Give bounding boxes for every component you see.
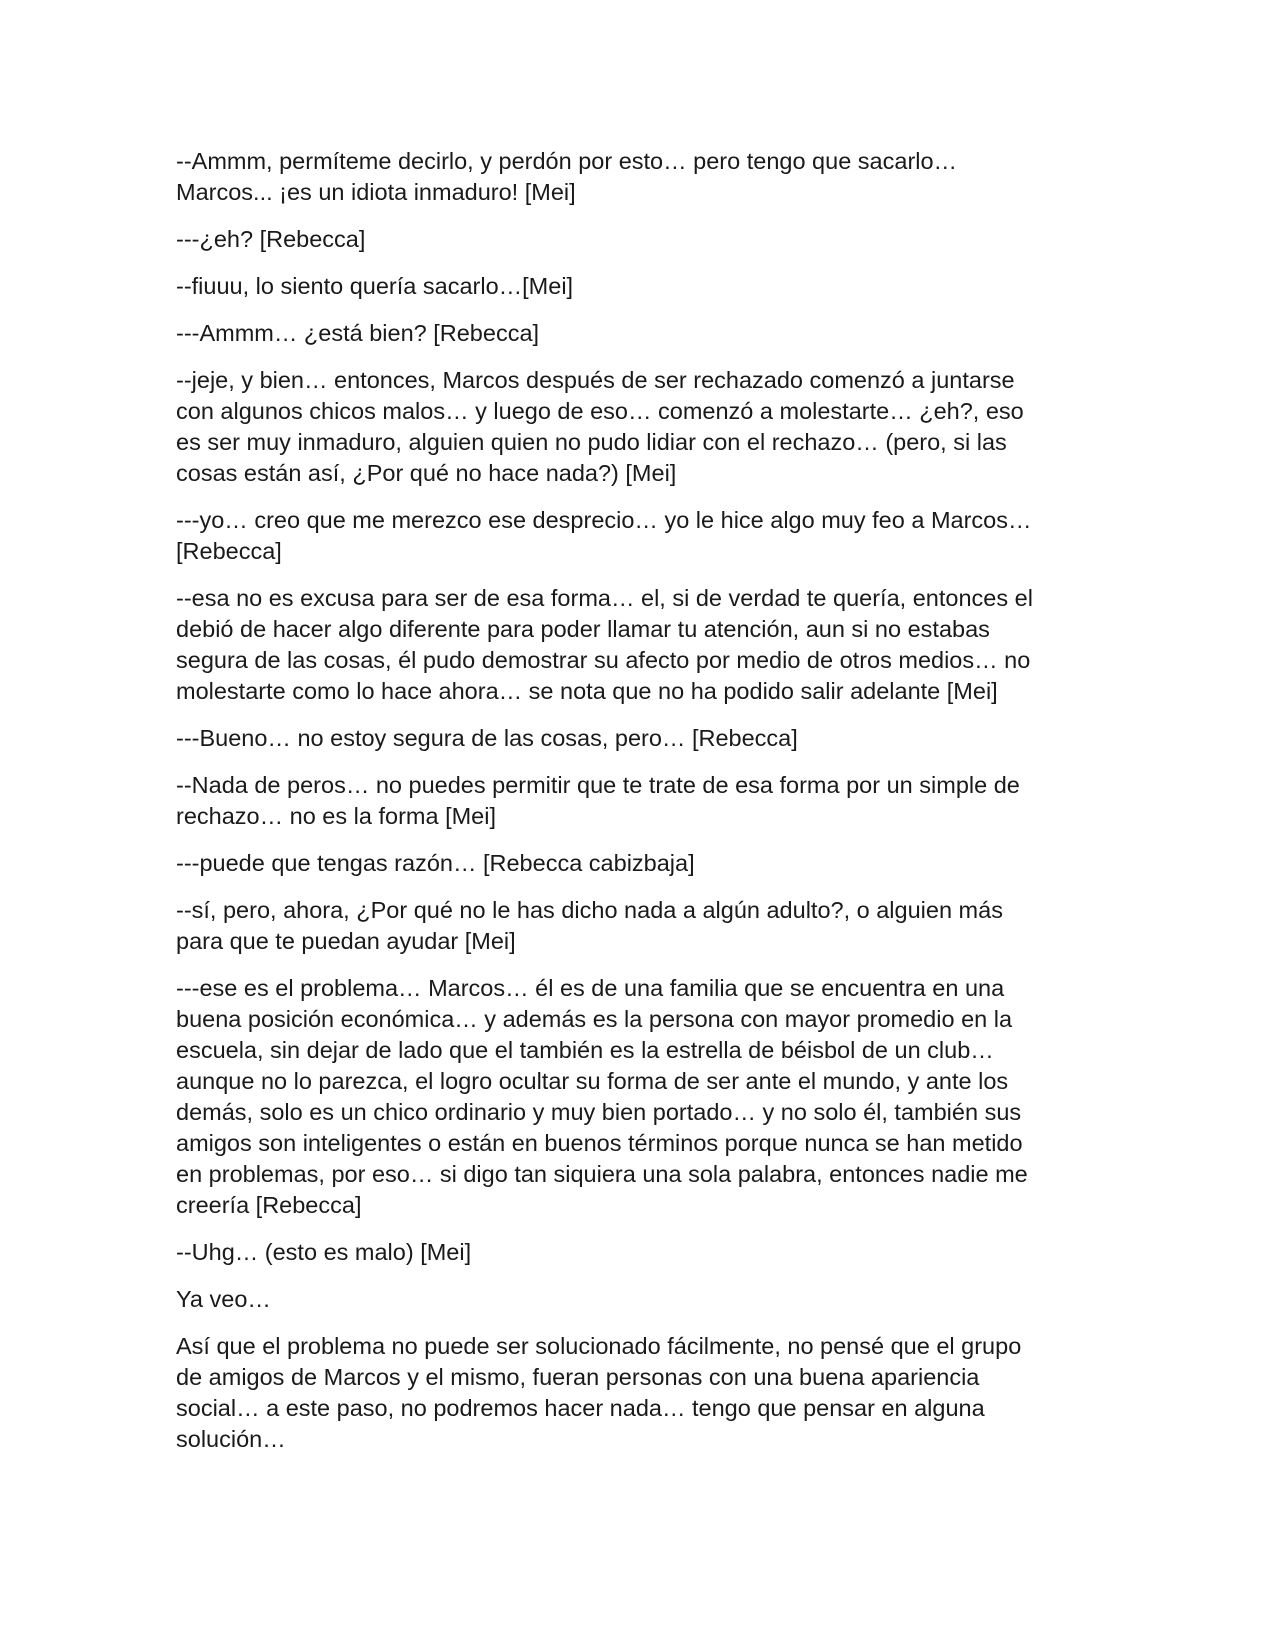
narration-paragraph: Así que el problema no puede ser solucionado fácilmente, no pensé que el grupo de amigos de Marcos y el mismo, fueran personas con una buena apariencia social… a este paso, no podremos hacer nada… tengo que pensar en alguna solución… <box>176 1333 1022 1452</box>
dialogue-paragraph: --esa no es excusa para ser de esa forma… el, si de verdad te quería, entonces el debió de hacer algo diferente para poder llamar tu atención, aun si no estabas segura de las cosas, él pudo demostrar su afecto por medio de otros medios… no molestarte como lo hace ahora… se nota que no ha podido salir adelante [Mei] <box>176 585 1033 704</box>
dialogue-paragraph: --jeje, y bien… entonces, Marcos después de ser rechazado comenzó a juntarse con algunos chicos malos… y luego de eso… comenzó a molestarte… ¿eh?, eso es ser muy inmaduro, alguien quien no pudo lidiar con el rechazo… (pero, si las cosas están así, ¿Por qué no hace nada?) [Mei] <box>176 367 1024 486</box>
narration-paragraph: Ya veo… <box>176 1286 271 1312</box>
dialogue-paragraph: ---Bueno… no estoy segura de las cosas, pero… [Rebecca] <box>176 725 798 751</box>
dialogue-paragraph: ---Ammm… ¿está bien? [Rebecca] <box>176 320 540 346</box>
dialogue-paragraph: --fiuuu, lo siento quería sacarlo…[Mei] <box>176 273 574 299</box>
dialogue-paragraph: ---yo… creo que me merezco ese desprecio… yo le hice algo muy feo a Marcos… [Rebecca] <box>176 507 1032 564</box>
dialogue-paragraph: --Uhg… (esto es malo) [Mei] <box>176 1239 472 1265</box>
dialogue-paragraph: --Ammm, permíteme decirlo, y perdón por esto… pero tengo que sacarlo… Marcos... ¡es un idiota inmaduro! [Mei] <box>176 148 958 205</box>
dialogue-paragraph: ---ese es el problema… Marcos… él es de una familia que se encuentra en una buena posición económica… y además es la persona con mayor promedio en la escuela, sin dejar de lado que el también es la estrella de béisbol de un club… aunque no lo parezca, el logro ocultar su forma de ser ante el mundo, y ante los demás, solo es un chico ordinario y muy bien portado… y no solo él, también sus amigos son inteligentes o están en buenos términos porque nunca se han metido en problemas, por eso… si digo tan siquiera una sola palabra, entonces nadie me creería [Rebecca] <box>176 975 1028 1218</box>
dialogue-paragraph: ---¿eh? [Rebecca] <box>176 226 366 252</box>
dialogue-paragraph: ---puede que tengas razón… [Rebecca cabizbaja] <box>176 850 695 876</box>
dialogue-paragraph: --Nada de peros… no puedes permitir que te trate de esa forma por un simple de rechazo… no es la forma [Mei] <box>176 772 1020 829</box>
dialogue-paragraph: --sí, pero, ahora, ¿Por qué no le has dicho nada a algún adulto?, o alguien más para que te puedan ayudar [Mei] <box>176 897 1003 954</box>
document-body <box>176 146 1096 1471</box>
